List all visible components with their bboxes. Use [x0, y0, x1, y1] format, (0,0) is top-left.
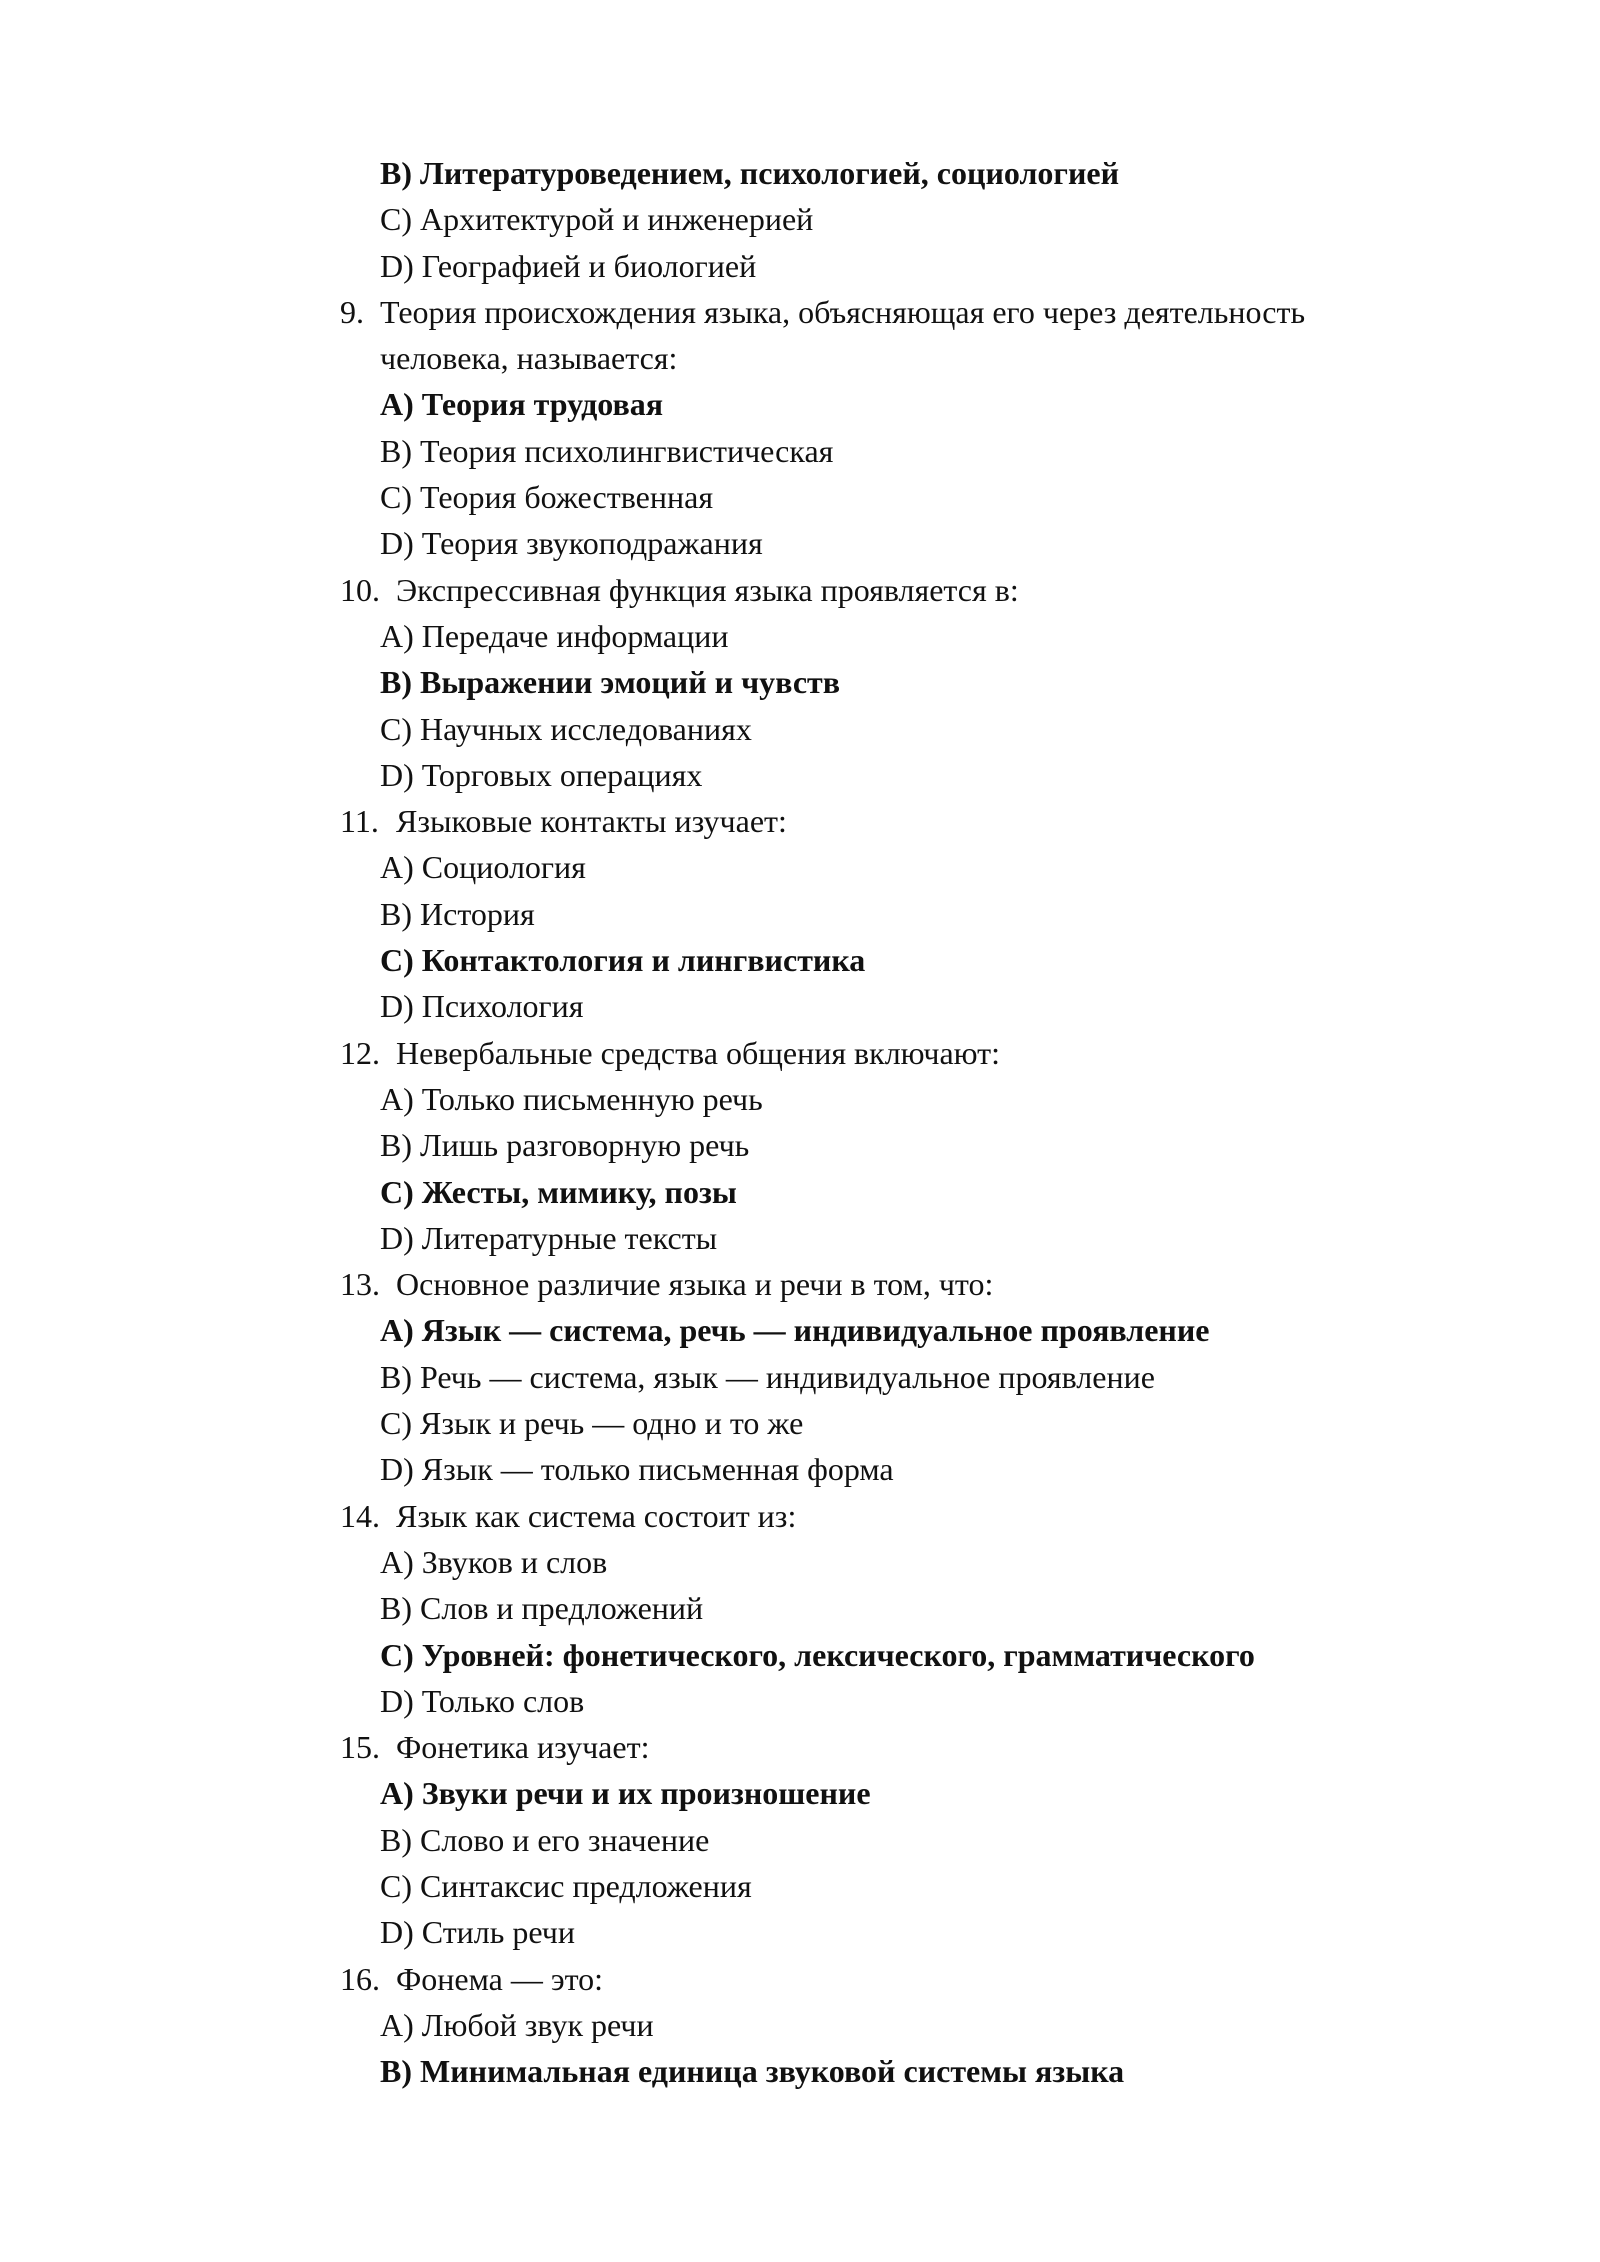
question-1 — [340, 567, 1490, 798]
question-stem — [340, 1724, 1490, 1770]
question-text: Язык как система состоит из: — [396, 1497, 797, 1534]
answer-option: C) Архитектурой и инженерией — [380, 201, 814, 238]
answer-option: A) Передаче информации — [380, 617, 729, 654]
answer-option: D) Только слов — [380, 1682, 585, 1719]
question-stem — [340, 1493, 1490, 1539]
answer-option: D) Теория звукоподражания — [380, 525, 763, 562]
question-number: 11. — [340, 803, 379, 840]
answer-option: A) Только письменную речь — [380, 1080, 763, 1117]
question-number: 14. — [340, 1497, 380, 1534]
correct-answer-option: C) Контактология и лингвистика — [380, 942, 866, 979]
answer-option: A) Любой звук речи — [380, 2006, 654, 2043]
question-4 — [340, 1261, 1490, 1492]
question-number: 12. — [340, 1034, 380, 1071]
correct-answer-option: A) Теория трудовая — [380, 386, 664, 423]
answer-option: D) Географией и биологией — [380, 247, 757, 284]
question-number: 13. — [340, 1266, 380, 1303]
question-stem — [340, 1030, 1490, 1076]
answer-option: B) Речь — система, язык — индивидуальное проявление — [380, 1358, 1155, 1395]
answer-option: B) Слов и предложений — [380, 1590, 704, 1627]
question-number: 10. — [340, 571, 380, 608]
question-2 — [340, 798, 1490, 1029]
question-text: Экспрессивная функция языка проявляется в: — [396, 571, 1019, 608]
question-stem — [340, 1261, 1490, 1307]
correct-answer-option: B) Минимальная единица звуковой системы языка — [380, 2053, 1125, 2090]
answer-option: D) Психология — [380, 988, 584, 1025]
correct-answer-option: A) Звуки речи и их произношение — [380, 1775, 871, 1812]
question-text: Теория происхождения языка, объясняющая его через деятельность — [380, 293, 1306, 330]
answer-option: A) Звуков и слов — [380, 1543, 608, 1580]
answer-option: C) Теория божественная — [380, 479, 714, 516]
question-stem — [340, 798, 1490, 844]
answer-option: B) Теория психолингвистическая — [380, 432, 834, 469]
question-0 — [340, 289, 1490, 567]
question-7 — [340, 1956, 1490, 2095]
question-text: Языковые контакты изучает: — [396, 803, 787, 840]
question-number: 9. — [340, 293, 364, 330]
question-5 — [340, 1493, 1490, 1724]
question-list — [340, 150, 1490, 2094]
question-number: 15. — [340, 1729, 380, 1766]
answer-option: C) Язык и речь — одно и то же — [380, 1405, 804, 1442]
answer-option: B) История — [380, 895, 535, 932]
question-text: Фонетика изучает: — [396, 1729, 650, 1766]
correct-answer-option: B) Литературоведением, психологией, социологией — [380, 155, 1120, 191]
correct-answer-option: A) Язык — система, речь — индивидуальное проявление — [380, 1312, 1210, 1349]
question-3 — [340, 1030, 1490, 1261]
answer-option: D) Язык — только письменная форма — [380, 1451, 894, 1488]
question-6 — [340, 1724, 1490, 1955]
answer-option: D) Торговых операциях — [380, 756, 703, 793]
question-number: 16. — [340, 1960, 380, 1997]
question-text: Фонема — это: — [396, 1960, 604, 1997]
answer-option: C) Синтаксис предложения — [380, 1867, 752, 1904]
correct-answer-option: C) Уровней: фонетического, лексического, грамматического — [380, 1636, 1255, 1673]
question-stem — [340, 289, 1490, 335]
correct-answer-option: B) Выражении эмоций и чувств — [380, 664, 841, 701]
answer-option: B) Слово и его значение — [380, 1821, 710, 1858]
question-stem — [340, 567, 1490, 613]
correct-answer-option: C) Жесты, мимику, позы — [380, 1173, 737, 1210]
answer-option: B) Лишь разговорную речь — [380, 1127, 750, 1164]
question-stem — [340, 1956, 1490, 2002]
answer-option: D) Литературные тексты — [380, 1219, 718, 1256]
question-text: Основное различие языка и речи в том, что: — [396, 1266, 994, 1303]
answer-option: C) Научных исследованиях — [380, 710, 752, 747]
question-text-continued: человека, называется: — [380, 340, 678, 377]
question-text: Невербальные средства общения включают: — [396, 1034, 1000, 1071]
answer-option: A) Социология — [380, 849, 586, 886]
answer-option: D) Стиль речи — [380, 1914, 575, 1951]
